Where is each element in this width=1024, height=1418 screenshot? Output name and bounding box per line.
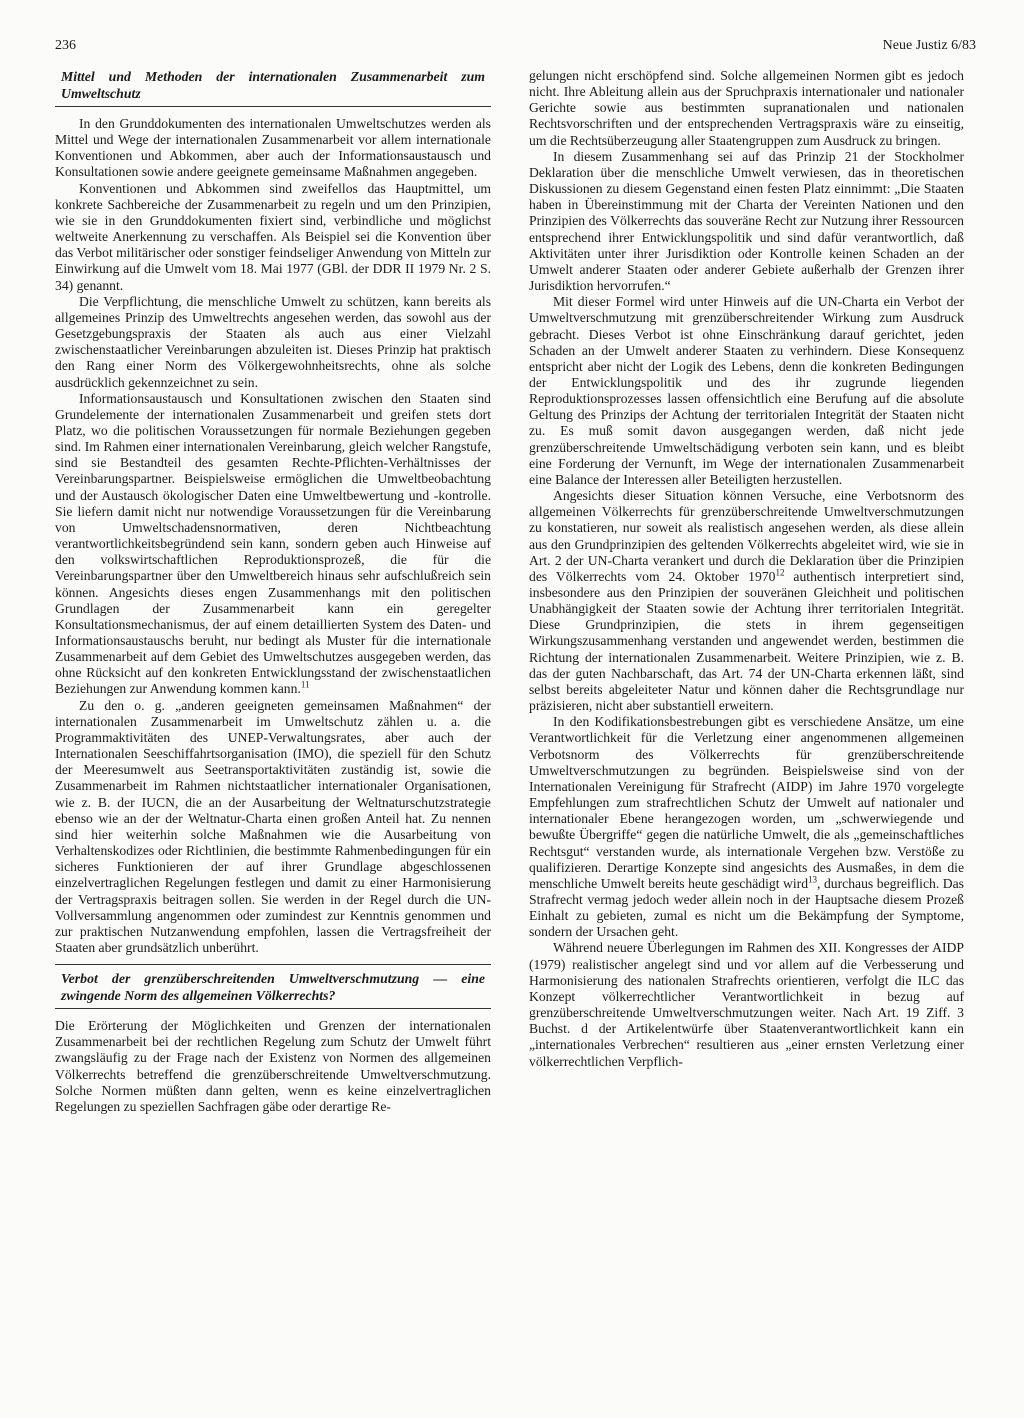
paragraph xyxy=(55,391,491,698)
paragraph: Mit dieser Formel wird unter Hinweis auf die UN-Charta ein Verbot der Umweltverschmutzung mit grenzüberschreitender Wirkung zum Ausdruck gebracht. Dieses Verbot ist ohne Einschränkung darauf gerichtet, jeden Schaden an der Umwelt anderer Staaten zu verhindern. Diese Konsequenz entspricht aber nicht der Logik des Lebens, denn die konkreten Bedingungen der Entwicklungspolitik und des ihr zugrunde liegenden Reproduktionsprozesses lassen offensichtlich eine Berufung auf die absolute Geltung des Prinzips der Achtung der territorialen Integrität der Staaten nicht zu. Es muß somit davon ausgegangen werden, daß nicht jede grenzüberschreitende Umweltschädigung verboten sein kann, und es bleibt eine Forderung der Vernunft, im Wege der internationalen Zusammenarbeit eine Balance der Interessen aller Beteiligten herzustellen. xyxy=(529,294,964,487)
footnote-marker: 12 xyxy=(775,567,785,578)
paragraph: Zu den o. g. „anderen geeigneten gemeinsamen Maßnahmen“ der internationalen Zusammenarbeit im Umweltschutz zählen u. a. die Programmaktivitäten des UNEP-Verwaltungsrates, aber auch der Internationalen Seeschiffahrtsorganisation (IMO), die speziell für den Schutz der Meeresumwelt aus Seetransportaktivitäten zuständig ist, sowie die Zusammenarbeit im Rahmen nichtstaatlicher internationaler Organisationen, wie z. B. der IUCN, die an der Ausarbeitung der Weltnaturschutzstrategie ebenso wie an der der Weltnatur-Charta einen großen Anteil hat. Zu nennen sind hier weiterhin solche Maßnahmen wie die Ausarbeitung von Verhaltenskodizes oder Richtlinien, die bestimmte Rahmenbedingungen für ein sicheres Funktionieren der auf ihrer Grundlage abgeschlossenen einzelvertraglichen Regelungen festlegen und damit zu einer Harmonisierung der Vertragspraxis beitragen sollen. Sie werden in der Regel durch die UN-Vollversammlung angenommen oder zumindest zur Kenntnis genommen und zur praktischen Nutzanwendung empfohlen, lassen die Vertragsfreiheit der Staaten aber grundsätzlich unberührt. xyxy=(55,697,491,955)
page-number: 236 xyxy=(55,38,76,53)
footnote-marker: 11 xyxy=(300,679,310,690)
paragraph: Die Erörterung der Möglichkeiten und Grenzen der internationalen Zusammenarbeit bei der rechtlichen Regelung zum Schutz der Umwelt führt zwangsläufig zu der Frage nach der Existenz von Normen des allgemeinen Völkerrechts betreffend die grenzüberschreitende Umweltverschmutzung. Solche Normen müßten dann gelten, wenn es keine einzelvertraglichen Regelungen zu speziellen Sachfragen gäbe oder derartige Re- xyxy=(55,1018,491,1114)
page-header xyxy=(55,38,976,60)
footnote-marker: 13 xyxy=(808,874,818,885)
journal-title: Neue Justiz 6/83 xyxy=(882,38,976,53)
paragraph-text: Informationsaustausch und Konsultationen zwischen den Staaten sind Grundelemente der internationalen Zusammenarbeit und greifen stets dort Platz, wo die politischen Voraussetzungen für normale Beziehungen gegeben sind. Im Rahmen einer internationalen Vereinbarung, gleich welcher Rangstufe, sind sie Bestandteil des gesamten Rechte-Pflichten-Verhältnisses der Vereinbarungspartner. Beispielsweise ermöglichen die Umweltbeobachtung und der Austausch ökologischer Daten eine Umweltbewertung und -kontrolle. Sie liefern damit nicht nur notwendige Voraussetzungen für die Vereinbarung von Umweltschadensnormativen, deren Nichtbeachtung verantwortlichkeitsbegründend sein kann, sondern geben auch Hinweise auf den volkswirtschaftlichen Reproduktionsprozeß, die für die Vereinbarungspartner über den Umweltbereich hinaus sehr aufschlußreich sein können. Angesichts dieses engen Zusammenhangs mit den politischen Grundlagen der Zusammenarbeit kann ein geregelter Konsultationsmechanismus, der auf einem detaillierten System des Daten- und Informationsaustauschs beruht, nur bedingt als Muster für die internationale Zusammenarbeit auf dem Gebiet des Umweltschutzes ausgegeben werden, das ohne Rücksicht auf den konkreten Entwicklungsstand der zwischenstaatlichen Beziehungen zur Anwendung kommen kann. xyxy=(55,390,491,697)
paragraph-text: Angesichts dieser Situation können Versuche, eine Verbotsnorm des allgemeinen Völkerrechts für grenzüberschreitende Umweltverschmutzungen zu konstatieren, nur soweit als realistisch angesehen werden, als diese allein aus den Grundprinzipien des geltenden Völkerrechts abgeleitet wird, wie sie in Art. 2 der UN-Charta verankert und durch die Deklaration über die Prinzipien des Völkerrechts vom 24. Oktober 1970 xyxy=(529,488,964,584)
paragraph: Konventionen und Abkommen sind zweifellos das Hauptmittel, um konkrete Sachbereiche der Zusammenarbeit zu regeln und um den Prinzipien, wie sie in den Grunddokumenten fixiert sind, verbindliche und möglichst weltweite Anerkennung zu verschaffen. Als Beispiel sei die Konvention über das Verbot militärischer oder sonstiger feindseliger Anwendung von Mitteln zur Einwirkung auf die Umwelt vom 18. Mai 1977 (GBl. der DDR II 1979 Nr. 2 S. 34) genannt. xyxy=(55,180,491,293)
paragraph-text: In den Kodifikationsbestrebungen gibt es verschiedene Ansätze, um eine Verantwortlichkeit für die Verletzung einer angenommenen allgemeinen Verbotsnorm des Völkerrechts für grenzüberschreitende Umweltverschmutzungen zu begründen. Beispielsweise sind von der Internationalen Vereinigung für Strafrecht (AIDP) im Jahre 1970 vorgelegte Empfehlungen zum strafrechtlichen Schutz der Umwelt auf nationaler und internationaler Ebene herangezogen worden, um „schwerwiegende und bewußte Übergriffe“ gegen die natürliche Umwelt, die als „gemeinschaftliches Rechtsgut“ verstanden wurde, als internationale Vergehen bzw. Verstöße zu qualifizieren. Derartige Konzepte sind angesichts des Ausmaßes, in dem die menschliche Umwelt bereits heute geschädigt wird xyxy=(529,714,964,891)
paragraph-text: , durchaus begreiflich. Das Strafrecht vermag jedoch weder allein noch in der Hauptsache diesem Prozeß Einhalt zu gebieten, zumal es nicht um die Bekämpfung der Symptome, sondern der Ursachen geht. xyxy=(529,875,964,940)
paragraph xyxy=(529,488,964,714)
paragraph: Die Verpflichtung, die menschliche Umwelt zu schützen, kann bereits als allgemeines Prinzip des Umweltrechts angesehen werden, das sowohl aus der Gesetzgebungspraxis der Staaten als auch aus einer Vielzahl zwischenstaatlicher Vereinbarungen abzuleiten ist. Dieses Prinzip hat praktisch den Rang einer Norm des Völkergewohnheitsrechts, ohne als solche ausdrücklich gekennzeichnet zu sein. xyxy=(55,293,491,390)
section-heading-prohibition: Verbot der grenzüberschreitenden Umweltverschmutzung — eine zwingende Norm des allgemeinen Völkerrechts? xyxy=(55,964,491,1009)
paragraph: In diesem Zusammenhang sei auf das Prinzip 21 der Stockholmer Deklaration über die menschliche Umwelt verwiesen, das in theoretischen Diskussionen zu diesem Gegenstand einen festen Platz einnimmt: „Die Staaten haben in Übereinstimmung mit der Charta der Vereinten Nationen und den Prinzipien des Völkerrechts das souveräne Recht zur Nutzung ihrer Ressourcen entsprechend ihrer Entwicklungspolitik und sind dafür verantwortlich, daß Aktivitäten unter ihrer Jurisdiktion oder Kontrolle keinen Schaden an der Umwelt anderer Staaten oder anderer Gebiete außerhalb der Grenzen ihrer Jurisdiktion hervorrufen.“ xyxy=(529,148,964,294)
paragraph: Während neuere Überlegungen im Rahmen des XII. Kongresses der AIDP (1979) realistischer angelegt sind und vor allem auf die Verbesserung und Harmonisierung des nationalen Strafrechts orientieren, verfolgt die ILC das Konzept völkerrechtlicher Verantwortlichkeit in bezug auf grenzüberschreitende Umweltverschmutzungen weiter. Nach Art. 19 Ziff. 3 Buchst. d der Artikelentwürfe über Staatenverantwortlichkeit kann ein „internationales Verbrechen“ resultieren aus „einer ernsten Verletzung einer völkerrechtlichen Verpflich- xyxy=(529,940,964,1069)
section-heading-methods: Mittel und Methoden der internationalen Zusammenarbeit zum Umweltschutz xyxy=(55,68,491,107)
right-column xyxy=(529,68,964,1070)
paragraph: In den Grunddokumenten des internationalen Umweltschutzes werden als Mittel und Wege der internationalen Zusammenarbeit vor allem internationale Konventionen und Abkommen, aber auch der Informationsaustausch und Konsultationen sowie andere geeignete gemeinsame Maßnahmen angegeben. xyxy=(55,116,491,180)
paragraph xyxy=(529,714,964,940)
paragraph-text: authentisch interpretiert sind, insbesondere aus den Prinzipien der souveränen Gleichheit und politischen Unabhängigkeit der Staaten sowie der Achtung ihrer territorialen Integrität. Diese Grundprinzipien, die stets in ihrem gegenseitigen Wirkungszusammenhang verstanden und angewendet werden, bestimmen die Richtung der internationalen Zusammenarbeit. Weitere Prinzipien, wie z. B. das der guten Nachbarschaft, das Art. 74 der UN-Charta erkennen läßt, sind selbst bereits abgeleiteter Natur und können daher die Rechtsgrundlage nur präzisieren, nicht aber substantiell erweitern. xyxy=(529,568,964,714)
paragraph: gelungen nicht erschöpfend sind. Solche allgemeinen Normen gibt es jedoch nicht. Ihre Ableitung allein aus der Spruchpraxis internationaler und nationaler Gerichte sowie aus bestimmten supranationalen und nationalen Rechtsvorschriften und der entsprechenden Vertragspraxis wäre zu einseitig, um die Rechtsüberzeugung aller Staatengruppen zum Ausdruck zu bringen. xyxy=(529,68,964,148)
left-column xyxy=(55,68,491,1115)
